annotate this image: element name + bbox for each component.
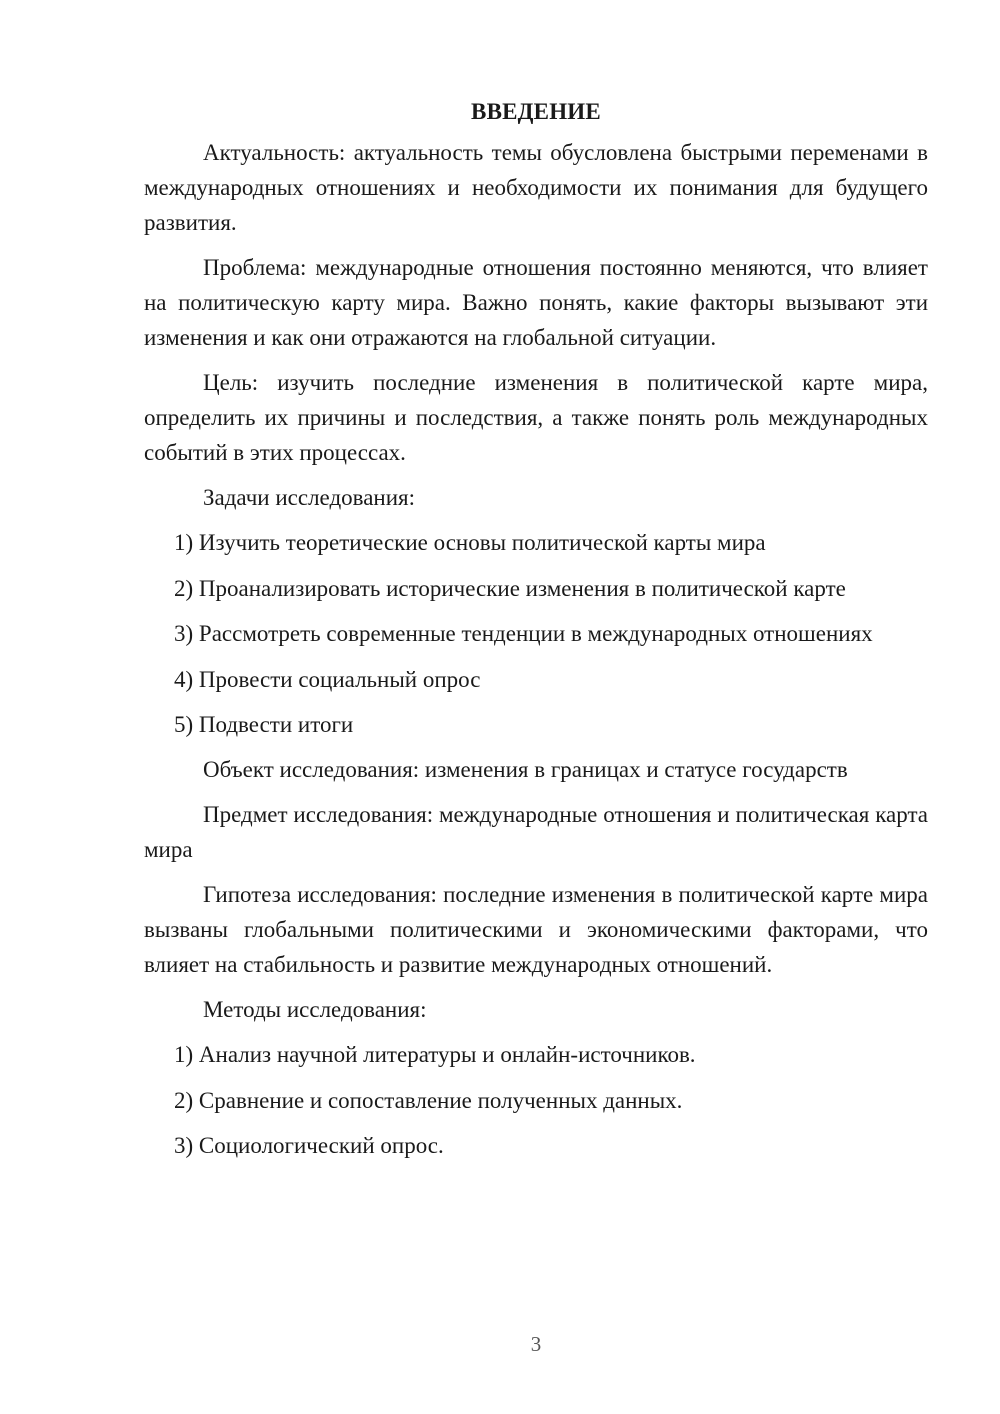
page-content: [144, 94, 928, 1173]
task-item: 3) Рассмотреть современные тенденции в международных отношениях: [174, 621, 873, 646]
goal-paragraph: Цель: изучить последние изменения в политической карте мира, определить их причины и последствия, а также понять роль международных событий в этих процессах.: [144, 370, 928, 465]
task-item: 4) Провести социальный опрос: [174, 666, 481, 692]
task-item: 5) Подвести итоги: [174, 712, 354, 737]
task-item: 2) Проанализировать исторические изменения в политической карте: [174, 575, 846, 601]
tasks-list: [144, 525, 928, 742]
methods-heading: Методы исследования:: [203, 997, 427, 1022]
relevance-paragraph: Актуальность: актуальность темы обусловлена быстрыми переменами в международных отношениях и необходимости их понимания для будущего развития.: [144, 140, 928, 235]
hypothesis-paragraph: Гипотеза исследования: последние изменения в политической карте мира вызваны глобальными политическими и экономическими факторами, что влияет на стабильность и развитие международных отношений.: [144, 882, 928, 977]
method-item: 3) Социологический опрос.: [174, 1133, 444, 1158]
object-paragraph: Объект исследования: изменения в границах и статусе государств: [203, 757, 848, 782]
problem-paragraph: Проблема: международные отношения постоянно меняются, что влияет на политическую карту мира. Важно понять, какие факторы вызывают эти изменения и как они отражаются на глобальной ситуации.: [144, 255, 928, 350]
tasks-heading: Задачи исследования:: [203, 485, 416, 510]
subject-paragraph: Предмет исследования: международные отношения и политическая карта мира: [144, 802, 928, 862]
page-number: 3: [530, 1332, 542, 1356]
task-item: 1) Изучить теоретические основы политической карты мира: [174, 530, 766, 555]
method-item: 2) Сравнение и сопоставление полученных данных.: [174, 1087, 683, 1113]
method-item: 1) Анализ научной литературы и онлайн-источников.: [174, 1042, 696, 1067]
section-title: ВВЕДЕНИЕ: [471, 99, 601, 124]
methods-list: [144, 1037, 928, 1163]
